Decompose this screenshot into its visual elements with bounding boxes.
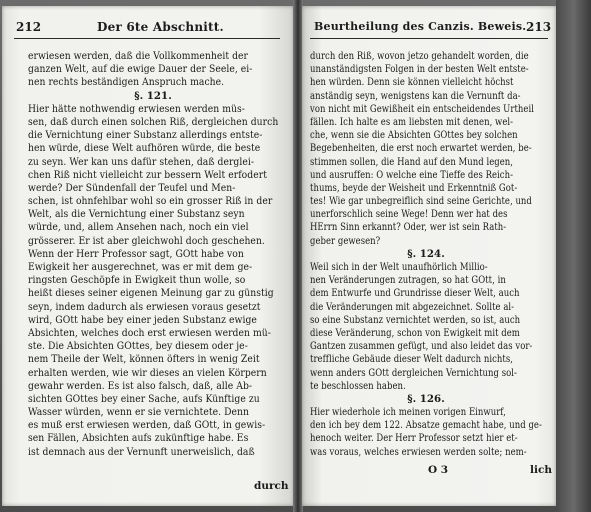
text-line: was voraus, welches erwiesen werden solte; nem-	[310, 446, 527, 458]
text-line: so eine Substanz vernichtet werden, so ist, auch	[310, 314, 521, 326]
page-number: 212	[16, 20, 42, 34]
text-line: Ewigkeit her ausgerechnet, was er mit dem ge-	[28, 262, 253, 273]
text-line: Hier wiederhole ich meinen vorigen Einwurf,	[310, 407, 506, 419]
text-line: gewahr werden. Es ist also falsch, daß, alle Ab-	[28, 380, 253, 392]
text-line: unanständigsten Folgen in der besten Welt entste-	[310, 64, 529, 76]
signature-mark: O 3	[428, 464, 449, 476]
text-line: Wenn der Herr Professor sagt, GOtt habe von	[28, 248, 244, 260]
text-line: hen würde, diese Welt aufhören würde, die beste	[28, 143, 261, 155]
text-line: Begebenheiten, die erst noch erwartet werden, be-	[310, 143, 532, 155]
left-page-text	[28, 50, 294, 459]
catchword: durch	[254, 480, 289, 492]
text-line: Absichten, welches doch erst erwiesen werden mü-	[28, 327, 271, 339]
text-line: §. 124.	[407, 247, 445, 260]
text-line: diese Veränderung, schon von Ewigkeit mit dem	[310, 327, 520, 339]
text-line: geber gewesen?	[310, 235, 381, 247]
text-line: anständig seyn, wenigstens kan die Vernunft da-	[310, 90, 521, 102]
text-line: von nicht mit Gewißheit ein entscheidendes Urtheil	[310, 103, 534, 115]
text-line: Hier hätte nothwendig erwiesen werden müs-	[28, 103, 245, 115]
catchword: lich	[530, 464, 553, 476]
text-line: treffliche Gebäude dieser Welt dadurch nichts,	[310, 354, 514, 366]
text-line: henoch weiter. Der Herr Professor setzt hier et-	[310, 433, 518, 445]
running-head: Der 6te Abschnitt.	[97, 20, 224, 34]
text-line: sen Fällen, Absichten aufs zukünftige habe. Es	[28, 433, 249, 445]
text-line: die Vernichtung einer Substanz allerdings entste-	[28, 130, 263, 142]
text-line: thums, beyde der Weisheit und Erkenntniß Got-	[310, 182, 518, 194]
header-rule	[14, 38, 280, 39]
text-line: tes! Wie gar unbegreiflich sind seine Gerichte, und	[310, 196, 532, 208]
text-line: dem Entwurfe und Grundrisse dieser Welt, auch	[310, 288, 520, 300]
text-line: ste. Die Absichten GOttes, bey diesem oder je-	[28, 341, 248, 353]
text-line: werde? Der Sündenfall der Teufel und Men-	[28, 182, 236, 194]
text-line: wird, GOtt habe bey einer jeden Substanz ewige	[28, 314, 257, 326]
text-line: che, wenn sie die Absichten GOttes bey solchen	[310, 130, 518, 142]
text-line: chen Riß nicht vielleicht zur bessern Welt erfodert	[28, 169, 267, 181]
text-line: die Veränderungen mit abgezeichnet. Sollte al-	[310, 301, 515, 313]
text-line: es muß erst erwiesen werden, daß GOtt, in gewis-	[28, 420, 266, 432]
text-line: schen, ist ohnfehlbar wohl so ein grosser Riß in der	[28, 196, 273, 208]
text-line: §. 126.	[407, 392, 445, 405]
text-line: sichten GOttes bey einer Sache, aufs Künftige zu	[28, 393, 260, 405]
text-line: nen Veränderungen zutragen, so hat GOtt, in	[310, 275, 506, 287]
background-surface	[556, 0, 591, 512]
text-line: fällen. Ich halte es am liebsten mit denen, wel-	[310, 116, 514, 128]
text-line: wenn anders GOtt dergleichen Vernichtung sol-	[310, 367, 517, 379]
page-number: 213	[526, 20, 552, 34]
text-line: würde, und, allem Ansehen nach, noch ein viel	[28, 222, 249, 234]
text-line: unerforschlich seine Wege! Denn wer hat des	[310, 209, 508, 221]
running-head: Beurtheilung des Canzis. Beweis.	[314, 20, 527, 33]
text-line: Wasser würden, wenn er sie vernichtete. Denn	[28, 407, 250, 419]
text-line: nen rechts beständigen Anspruch mache.	[28, 77, 225, 89]
text-line: zu seyn. Wer kan uns dafür stehen, daß derglei-	[28, 156, 255, 168]
text-line: erwiesen werden, daß die Vollkommenheit der	[28, 51, 249, 62]
text-line: te beschlossen haben.	[310, 380, 406, 392]
text-line: HErrn Sinn erkannt? Oder, wer ist sein Rath-	[310, 222, 507, 234]
text-line: heißt dieses seiner eigenen Meinung gar zu günstig	[28, 288, 274, 300]
text-line: nem Theile der Welt, können öfters in wenig Zeit	[28, 354, 260, 366]
text-line: ganzen Welt, auf die ewige Dauer der Seele, ei-	[28, 64, 253, 76]
text-line: §. 121.	[134, 89, 172, 102]
text-line: sen, daß durch einen solchen Riß, dergleichen durch	[28, 116, 279, 128]
left-page-header	[2, 20, 294, 38]
text-line: ringsten Geschöpfe in Ewigkeit thun wolle, so	[28, 275, 246, 287]
text-line: Welt, als die Vernichtung einer Substanz seyn	[28, 209, 245, 221]
text-line: stimmen sollen, die Hand auf den Mund legen,	[310, 156, 514, 168]
header-rule	[310, 38, 548, 39]
text-line: und ausruffen: O welche eine Tieffe des Reich-	[310, 169, 513, 181]
right-page-header	[302, 20, 556, 38]
text-line: ist demnach aus der Vernunft unerweislich, daß	[28, 446, 255, 458]
text-line: seyn, indem dadurch als erwiesen voraus gesetzt	[28, 301, 261, 313]
text-line: grösserer. Er ist aber gleichwohl doch geschehen.	[28, 235, 265, 247]
text-line: hen würden. Denn sie können vielleicht höchst	[310, 77, 514, 89]
text-line: erhalten werden, wie wir dieses an vielen Körpern	[28, 367, 267, 379]
left-page	[2, 6, 294, 506]
text-line: den ich bey dem 122. Absatze gemacht habe, und ge-	[310, 420, 542, 432]
text-line: Weil sich in der Welt unaufhörlich Millio-	[310, 262, 488, 273]
right-page-text	[310, 50, 556, 459]
text-line: Gantzen zusammen gefügt, und also leidet das vor-	[310, 341, 533, 353]
right-page	[302, 6, 556, 506]
text-line: durch den Riß, wovon jetzo gehandelt worden, die	[310, 51, 529, 62]
